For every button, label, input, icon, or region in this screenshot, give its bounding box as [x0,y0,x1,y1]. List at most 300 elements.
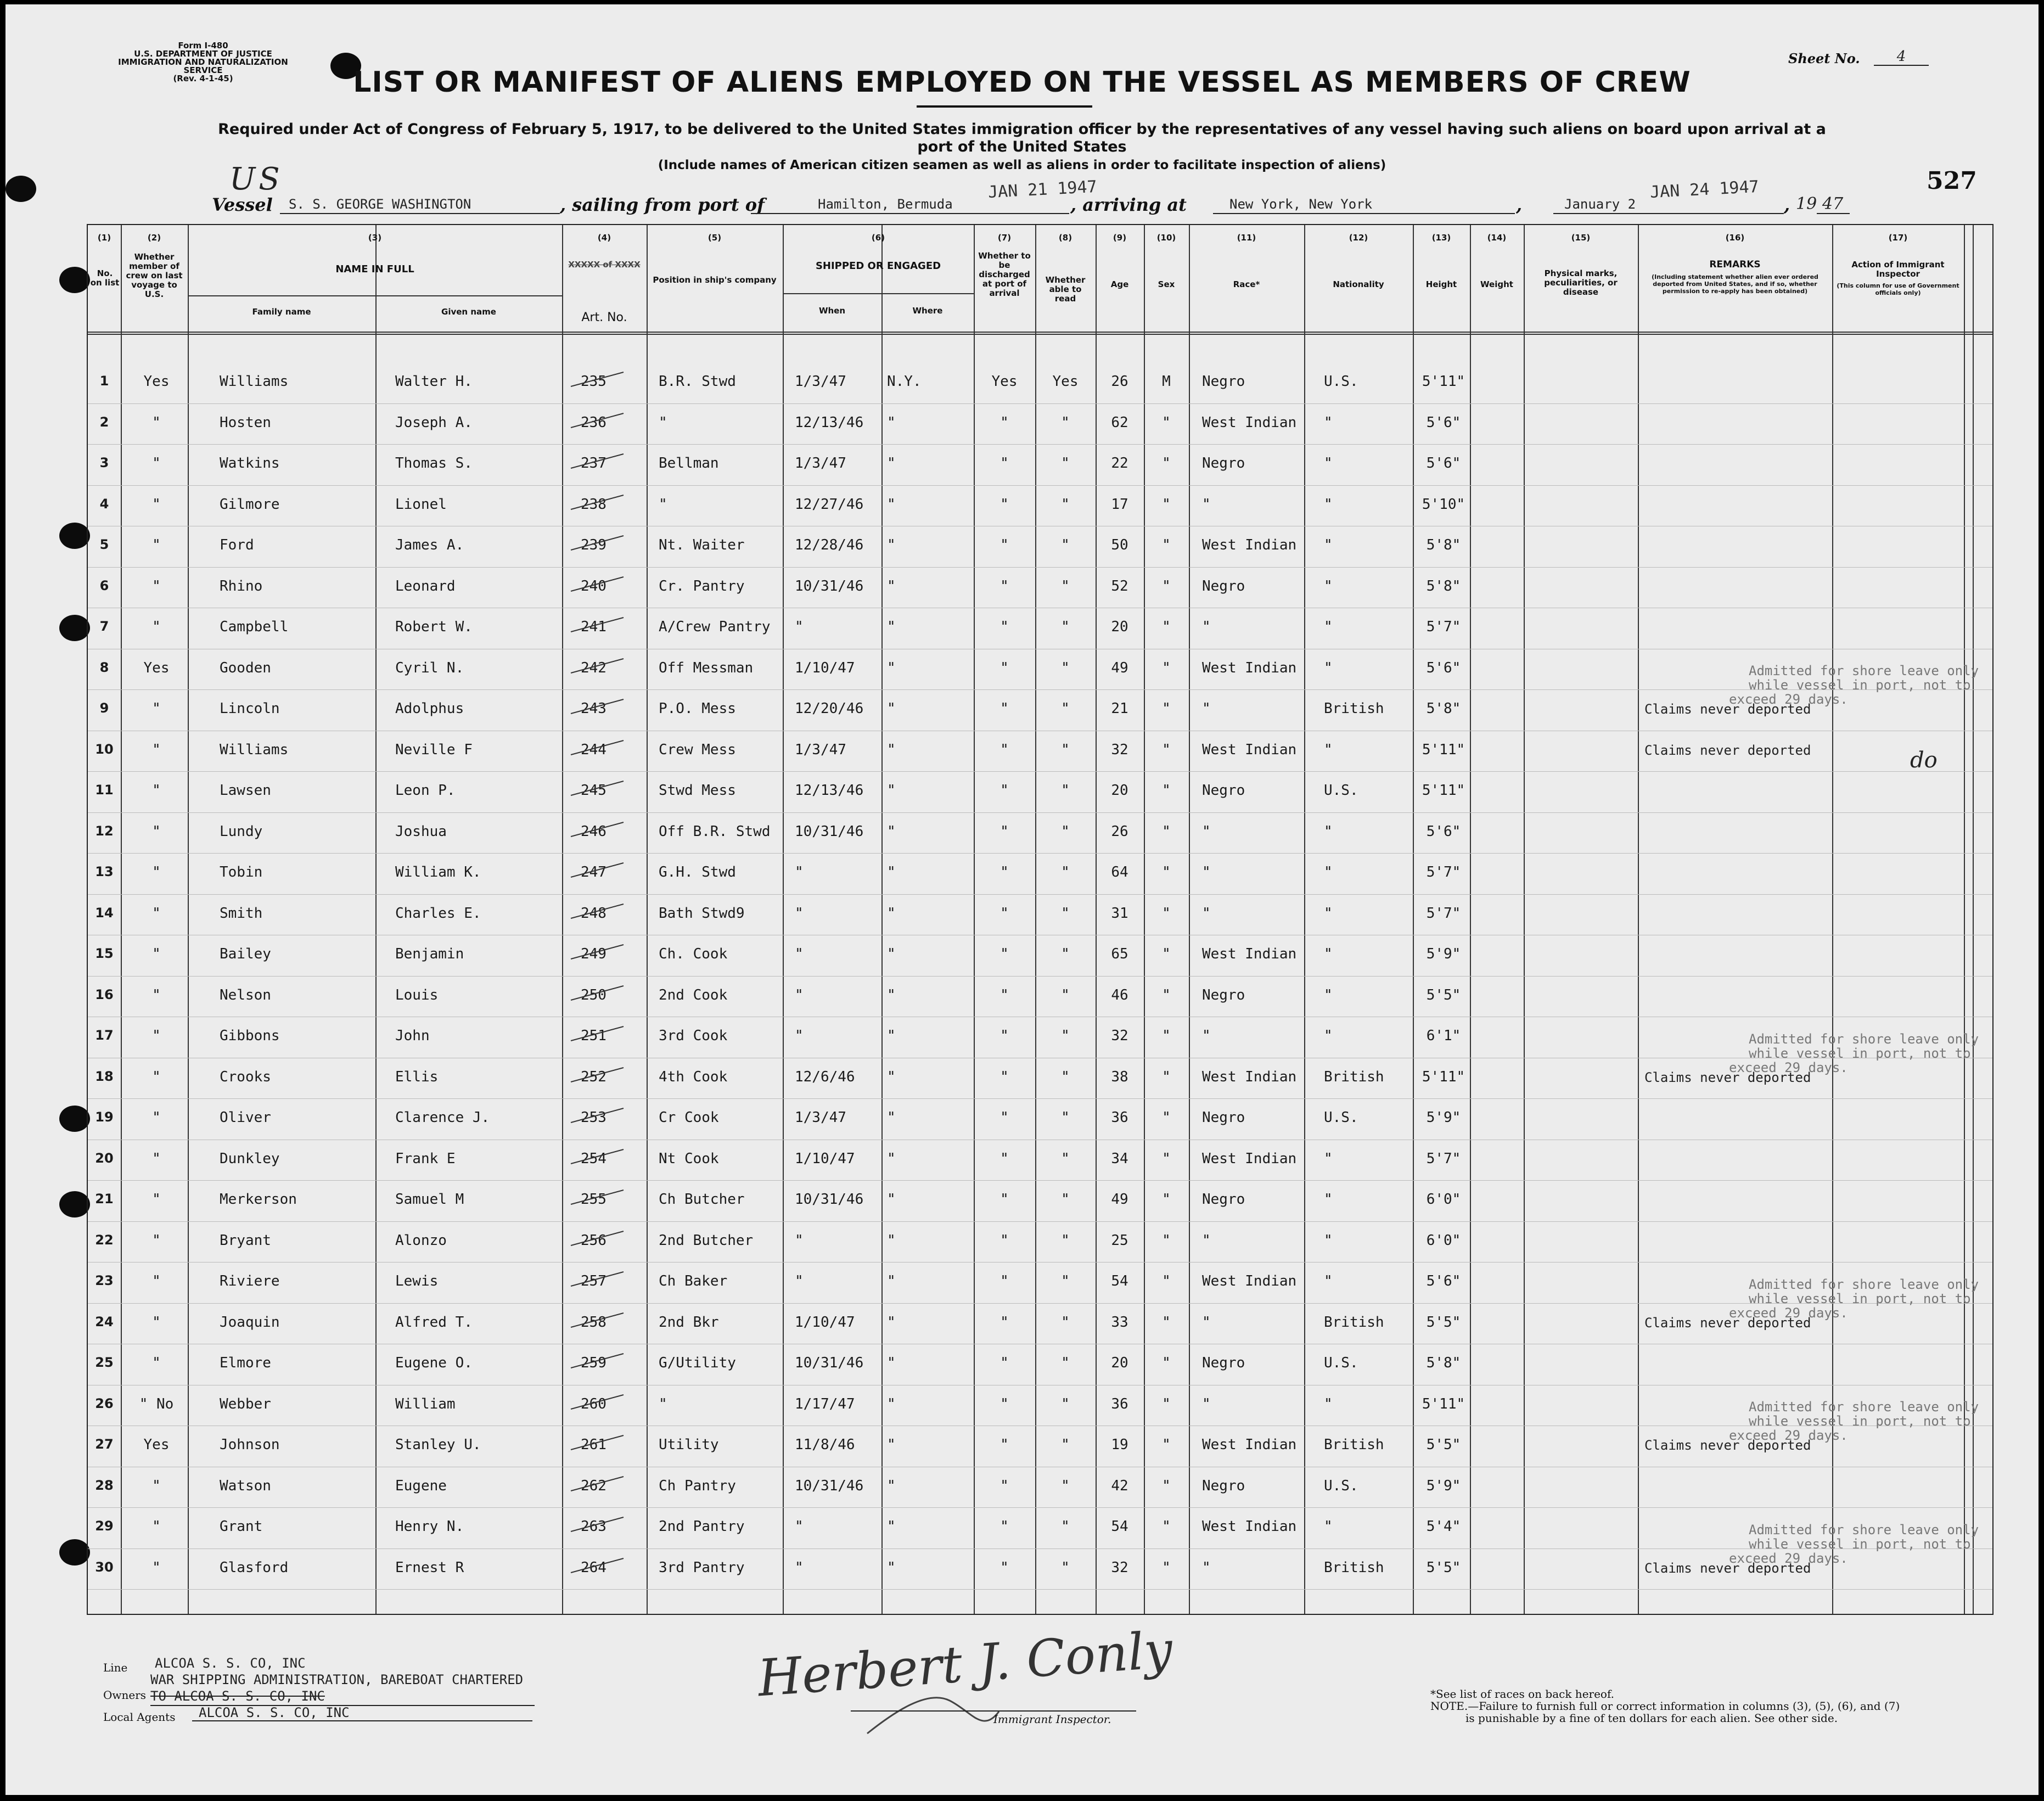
height-cell: 5'9" [1426,1477,1461,1494]
col-num: (16) [1725,233,1745,243]
col-head-art-struck: XXXXX of XXXX [568,260,641,270]
col-num: (2) [147,233,161,243]
owners-value-1: WAR SHIPPING ADMINISTRATION, BAREBOAT CHARTERED [150,1672,524,1687]
height-cell: 5'7" [1426,619,1461,635]
sex-cell: " [1162,496,1171,513]
where-cell: " [887,1437,896,1453]
read-cell: " [1061,1232,1070,1249]
prev-voyage-cell: " [152,986,161,1003]
col-head-where: Where [912,306,943,316]
prev-voyage-cell: " [152,496,161,513]
given-name-cell: James A. [395,537,464,553]
tick-mark [569,695,629,717]
read-cell: " [1061,1395,1070,1412]
discharge-cell: " [1000,741,1009,758]
art-no-cell: 250 [581,986,607,1003]
row-rule [88,976,1992,977]
family-name-cell: Rhino [220,577,263,594]
when-cell: " [795,1028,804,1044]
title-rule [917,105,1092,108]
tick-mark [569,1513,629,1535]
height-cell: 5'8" [1426,577,1461,594]
where-cell: " [887,946,896,962]
col-num: (14) [1487,233,1507,243]
row-number: 4 [99,496,109,512]
col-num: (13) [1431,233,1451,243]
age-cell: 32 [1111,741,1128,758]
where-cell: " [887,455,896,472]
where-cell: " [887,537,896,553]
age-cell: 36 [1111,1109,1128,1126]
position-cell: Bellman [659,455,719,472]
nationality-cell: " [1324,1232,1333,1249]
col-head-discharged: Whether to be discharged at port of arrival [978,251,1031,298]
sex-cell: " [1162,782,1171,799]
where-cell: " [887,823,896,840]
discharge-cell: " [1000,1395,1009,1412]
vessel-label: Vessel [212,194,273,215]
row-rule [88,567,1992,568]
read-cell: " [1061,659,1070,676]
age-cell: 31 [1111,905,1128,922]
col-head-weight: Weight [1480,279,1513,289]
position-cell: B.R. Stwd [659,373,736,390]
height-cell: 5'5" [1426,1437,1461,1453]
given-name-cell: Stanley U. [395,1437,481,1453]
sex-cell: " [1162,1068,1171,1085]
when-cell: 12/20/46 [795,700,864,717]
prev-voyage-cell: " [152,1028,161,1044]
position-cell: Bath Stwd9 [659,905,745,922]
nationality-cell: " [1324,986,1333,1003]
given-name-cell: Benjamin [395,946,464,962]
age-cell: 64 [1111,864,1128,880]
nationality-cell: U.S. [1324,1477,1358,1494]
punch-hole [59,523,90,549]
row-rule [88,1098,1992,1099]
when-cell: 10/31/46 [795,577,864,594]
nationality-cell: " [1324,864,1333,880]
row-rule [88,812,1992,813]
row-rule [88,1262,1992,1263]
prev-voyage-cell: Yes [143,373,170,390]
nationality-cell: U.S. [1324,1355,1358,1371]
given-name-cell: Leonard [395,577,456,594]
discharge-cell: " [1000,1068,1009,1085]
where-cell: " [887,1028,896,1044]
race-cell: Negro [1202,1191,1245,1208]
sex-cell: " [1162,537,1171,553]
discharge-cell: " [1000,659,1009,676]
given-name-cell: Louis [395,986,439,1003]
where-cell: " [887,1232,896,1249]
position-cell: Stwd Mess [659,782,736,799]
race-cell: " [1202,864,1211,880]
art-no-cell: 255 [581,1191,607,1208]
nationality-cell: " [1324,946,1333,962]
discharge-cell: " [1000,619,1009,635]
arriving-at: New York, New York [1229,197,1373,212]
family-name-cell: Webber [220,1395,271,1412]
nationality-cell: British [1324,700,1384,717]
given-name-cell: Cyril N. [395,659,464,676]
row-number: 5 [99,537,109,552]
prev-voyage-cell: " [152,1355,161,1371]
where-cell: " [887,577,896,594]
given-name-cell: Frank E [395,1150,456,1167]
form-service: IMMIGRATION AND NATURALIZATION SERVICE [118,57,288,75]
read-cell: Yes [1052,373,1079,390]
where-cell: " [887,1150,896,1167]
col-num: (12) [1349,233,1368,243]
row-number: 21 [95,1191,114,1207]
punch-hole [59,267,90,293]
art-no-cell: 243 [581,700,607,717]
prev-voyage-cell: " [152,1191,161,1208]
given-name-cell: Robert W. [395,619,473,635]
height-cell: 5'10" [1422,496,1465,513]
height-cell: 5'6" [1426,414,1461,431]
when-cell: " [795,986,804,1003]
admitted-stamp-line: while vessel in port, not to [1749,1045,1971,1061]
race-cell: Negro [1202,1477,1245,1494]
given-name-cell: Lewis [395,1273,439,1289]
where-cell: " [887,1355,896,1371]
row-rule [88,1221,1992,1222]
col-head-nationality: Nationality [1333,279,1384,289]
sheet-label: Sheet No. [1788,51,1860,66]
punch-hole [5,176,36,202]
admitted-stamp-line: Admitted for shore leave only [1749,1399,1979,1415]
prev-voyage-cell: " [152,414,161,431]
family-name-cell: Watkins [220,455,280,472]
when-cell: " [795,905,804,922]
race-cell: Negro [1202,782,1245,799]
height-cell: 5'7" [1426,864,1461,880]
read-cell: " [1061,1314,1070,1331]
prev-voyage-cell: " [152,455,161,472]
race-cell: " [1202,905,1211,922]
when-cell: 1/3/47 [795,741,846,758]
col-head-sex: Sex [1158,279,1175,289]
sex-cell: " [1162,946,1171,962]
given-name-cell: Thomas S. [395,455,473,472]
sex-cell: " [1162,823,1171,840]
row-number: 29 [95,1518,114,1534]
col-head-position: Position in ship's company [653,275,777,285]
position-cell: Ch Baker [659,1273,728,1289]
where-cell: " [887,782,896,799]
where-cell: " [887,1109,896,1126]
row-number: 26 [95,1395,114,1411]
nationality-cell: " [1324,496,1333,513]
tick-mark [569,1431,629,1453]
where-cell: " [887,414,896,431]
when-cell: 11/8/46 [795,1437,855,1453]
shipped-subheader-rule [783,293,974,294]
art-no-cell: 248 [581,905,607,922]
art-no-cell: 264 [581,1559,607,1576]
position-cell: Ch Pantry [659,1477,736,1494]
row-number: 24 [95,1314,114,1329]
where-cell: " [887,1559,896,1576]
age-cell: 21 [1111,700,1128,717]
age-cell: 65 [1111,946,1128,962]
col-num: (1) [97,233,111,243]
given-name-cell: Samuel M [395,1191,464,1208]
when-cell: " [795,864,804,880]
art-no-cell: 254 [581,1150,607,1167]
col-head-remarks-sub: (Including statement whether alien ever ordered deported from United States, and if so, whether permission to re-apply has been obtained) [1652,273,1818,295]
when-cell: 12/27/46 [795,496,864,513]
race-cell: West Indian [1202,1273,1297,1289]
admitted-stamp-line: Admitted for shore leave only [1749,1276,1979,1292]
race-cell: West Indian [1202,1518,1297,1535]
position-cell: Utility [659,1437,719,1453]
row-rule [88,485,1992,486]
nationality-cell: " [1324,1150,1333,1167]
tick-mark [569,1145,629,1167]
given-name-cell: Ernest R [395,1559,464,1576]
nationality-cell: " [1324,1518,1333,1535]
height-cell: 5'11" [1422,373,1465,390]
row-number: 16 [95,986,114,1002]
position-cell: P.O. Mess [659,700,736,717]
when-cell: " [795,946,804,962]
col-head-remarks: REMARKS [1709,259,1761,270]
row-rule [88,1507,1992,1508]
column-rule [1524,225,1525,1614]
sex-cell: " [1162,1028,1171,1044]
read-cell: " [1061,619,1070,635]
line-value: ALCOA S. S. CO, INC [155,1656,306,1671]
position-cell: G.H. Stwd [659,864,736,880]
punch-hole [59,615,90,641]
race-cell: Negro [1202,986,1245,1003]
where-cell: " [887,864,896,880]
family-name-cell: Lundy [220,823,263,840]
col-head-action: Action of Immigrant Inspector [1851,260,1945,279]
family-name-cell: Campbell [220,619,289,635]
row-number: 7 [99,619,109,634]
row-number: 11 [95,782,114,798]
height-cell: 5'11" [1422,782,1465,799]
admitted-stamp-line: exceed 29 days. [1729,1550,1848,1566]
given-name-cell: Eugene O. [395,1355,473,1371]
sex-cell: " [1162,1273,1171,1289]
admitted-stamp-line: exceed 29 days. [1729,1059,1848,1075]
row-number: 17 [95,1028,114,1043]
tick-mark [569,450,629,472]
nationality-cell: " [1324,823,1333,840]
where-cell: " [887,1068,896,1085]
prev-voyage-cell: " [152,1314,161,1331]
age-cell: 34 [1111,1150,1128,1167]
subtitle-3: (Include names of American citizen seamen as well as aliens in order to facilitate inspection of aliens) [658,158,1386,172]
row-number: 20 [95,1150,114,1166]
nationality-cell: British [1324,1559,1384,1576]
art-no-cell: 253 [581,1109,607,1126]
col-num: (11) [1237,233,1256,243]
age-cell: 22 [1111,455,1128,472]
given-name-cell: John [395,1028,430,1044]
discharge-cell: " [1000,946,1009,962]
height-cell: 6'0" [1426,1191,1461,1208]
given-name-cell: Leon P. [395,782,456,799]
col-num: (8) [1058,233,1072,243]
tick-mark [569,940,629,962]
when-cell: 10/31/46 [795,823,864,840]
race-cell: West Indian [1202,946,1297,962]
position-cell: 3rd Pantry [659,1559,745,1576]
art-no-cell: 258 [581,1314,607,1331]
position-cell: Nt. Waiter [659,537,745,553]
sex-cell: " [1162,864,1171,880]
sex-cell: " [1162,1109,1171,1126]
col-num: (10) [1156,233,1176,243]
position-cell: Off Messman [659,659,754,676]
row-rule [88,1303,1992,1304]
row-number: 1 [99,373,109,389]
row-rule [88,1548,1992,1549]
position-cell: A/Crew Pantry [659,619,771,635]
tick-mark [569,531,629,553]
tick-mark [569,1309,629,1331]
when-cell: 1/3/47 [795,373,846,390]
read-cell: " [1061,1437,1070,1453]
column-rule [1189,225,1190,1614]
col-num: (17) [1888,233,1908,243]
row-number: 19 [95,1109,114,1125]
discharge-cell: " [1000,1518,1009,1535]
nationality-cell: " [1324,619,1333,635]
row-rule [88,1180,1992,1181]
nationality-cell: " [1324,537,1333,553]
where-cell: N.Y. [887,373,922,390]
col-head-given: Given name [441,307,496,317]
tick-mark [569,1267,629,1289]
sex-cell: " [1162,700,1171,717]
discharge-cell: " [1000,1314,1009,1331]
family-name-cell: Elmore [220,1355,271,1371]
art-no-cell: 262 [581,1477,607,1494]
nationality-cell: British [1324,1437,1384,1453]
nationality-cell: " [1324,455,1333,472]
where-cell: " [887,1191,896,1208]
prev-voyage-cell: " [152,741,161,758]
age-cell: 52 [1111,577,1128,594]
col-head-prev-voyage: Whether member of crew on last voyage to U.S. [126,252,183,299]
read-cell: " [1061,1109,1070,1126]
art-no-cell: 257 [581,1273,607,1289]
col-num: (5) [707,233,722,243]
page-number: 527 [1927,167,1977,195]
col-head-age: Age [1110,279,1129,289]
read-cell: " [1061,741,1070,758]
where-cell: " [887,700,896,717]
row-rule [88,689,1992,690]
read-cell: " [1061,700,1070,717]
position-cell: Cr Cook [659,1109,719,1126]
tick-mark [569,1554,629,1576]
date-stamp-1: JAN 21 1947 [987,177,1098,203]
given-name-cell: Ellis [395,1068,439,1085]
year-suffix: 47 [1822,194,1844,214]
art-no-cell: 245 [581,782,607,799]
family-name-cell: Lawsen [220,782,271,799]
position-cell: Ch. Cook [659,946,728,962]
height-cell: 5'8" [1426,700,1461,717]
position-cell: Crew Mess [659,741,736,758]
admitted-stamp-line: while vessel in port, not to [1749,1413,1971,1429]
sex-cell: " [1162,455,1171,472]
family-name-cell: Riviere [220,1273,280,1289]
age-cell: 26 [1111,823,1128,840]
prev-voyage-cell: " [152,1232,161,1249]
crew-table [87,224,1994,1615]
sailing-from: Hamilton, Bermuda [818,197,953,212]
family-name-cell: Nelson [220,986,271,1003]
position-cell: " [659,1395,667,1412]
row-rule [88,853,1992,854]
given-name-cell: Joseph A. [395,414,473,431]
punch-hole [59,1106,90,1132]
age-cell: 32 [1111,1559,1128,1576]
footer [5,1613,2039,1795]
prev-voyage-cell: " [152,864,161,880]
page-title: LIST OR MANIFEST OF ALIENS EMPLOYED ON THE VESSEL AS MEMBERS OF CREW [353,66,1691,99]
remark-claims: Claims never deported [1644,1560,1811,1576]
when-cell: 1/17/47 [795,1395,855,1412]
tick-mark [569,573,629,594]
family-name-cell: Williams [220,373,289,390]
position-cell: " [659,414,667,431]
family-name-cell: Lincoln [220,700,280,717]
row-number: 18 [95,1068,114,1084]
admitted-stamp-line: while vessel in port, not to [1749,1536,1971,1552]
family-name-cell: Glasford [220,1559,289,1576]
discharge-cell: " [1000,1191,1009,1208]
discharge-cell: " [1000,864,1009,880]
agents-label: Local Agents [103,1710,176,1724]
position-cell: Off B.R. Stwd [659,823,771,840]
tick-mark [569,1063,629,1085]
sex-cell: " [1162,905,1171,922]
col-num: (6) [871,233,885,243]
header-bottom-rule [88,334,1992,335]
art-no-cell: 259 [581,1355,607,1371]
col-head-no: No. on list [90,268,120,288]
row-number: 28 [95,1477,114,1493]
when-cell: 12/28/46 [795,537,864,553]
tick-mark [569,818,629,840]
col-head-family: Family name [252,307,311,317]
column-rule [562,225,563,1614]
read-cell: " [1061,1150,1070,1167]
race-cell: West Indian [1202,741,1297,758]
footnote-races: *See list of races on back hereof. [1430,1687,1615,1701]
sex-cell: " [1162,1191,1171,1208]
art-no-cell: 246 [581,823,607,840]
prev-voyage-cell: " [152,1477,161,1494]
discharge-cell: " [1000,537,1009,553]
family-name-cell: Merkerson [220,1191,297,1208]
when-cell: 12/13/46 [795,414,864,431]
height-cell: 5'9" [1426,946,1461,962]
when-cell: " [795,1559,804,1576]
age-cell: 62 [1111,414,1128,431]
position-cell: 2nd Cook [659,986,728,1003]
